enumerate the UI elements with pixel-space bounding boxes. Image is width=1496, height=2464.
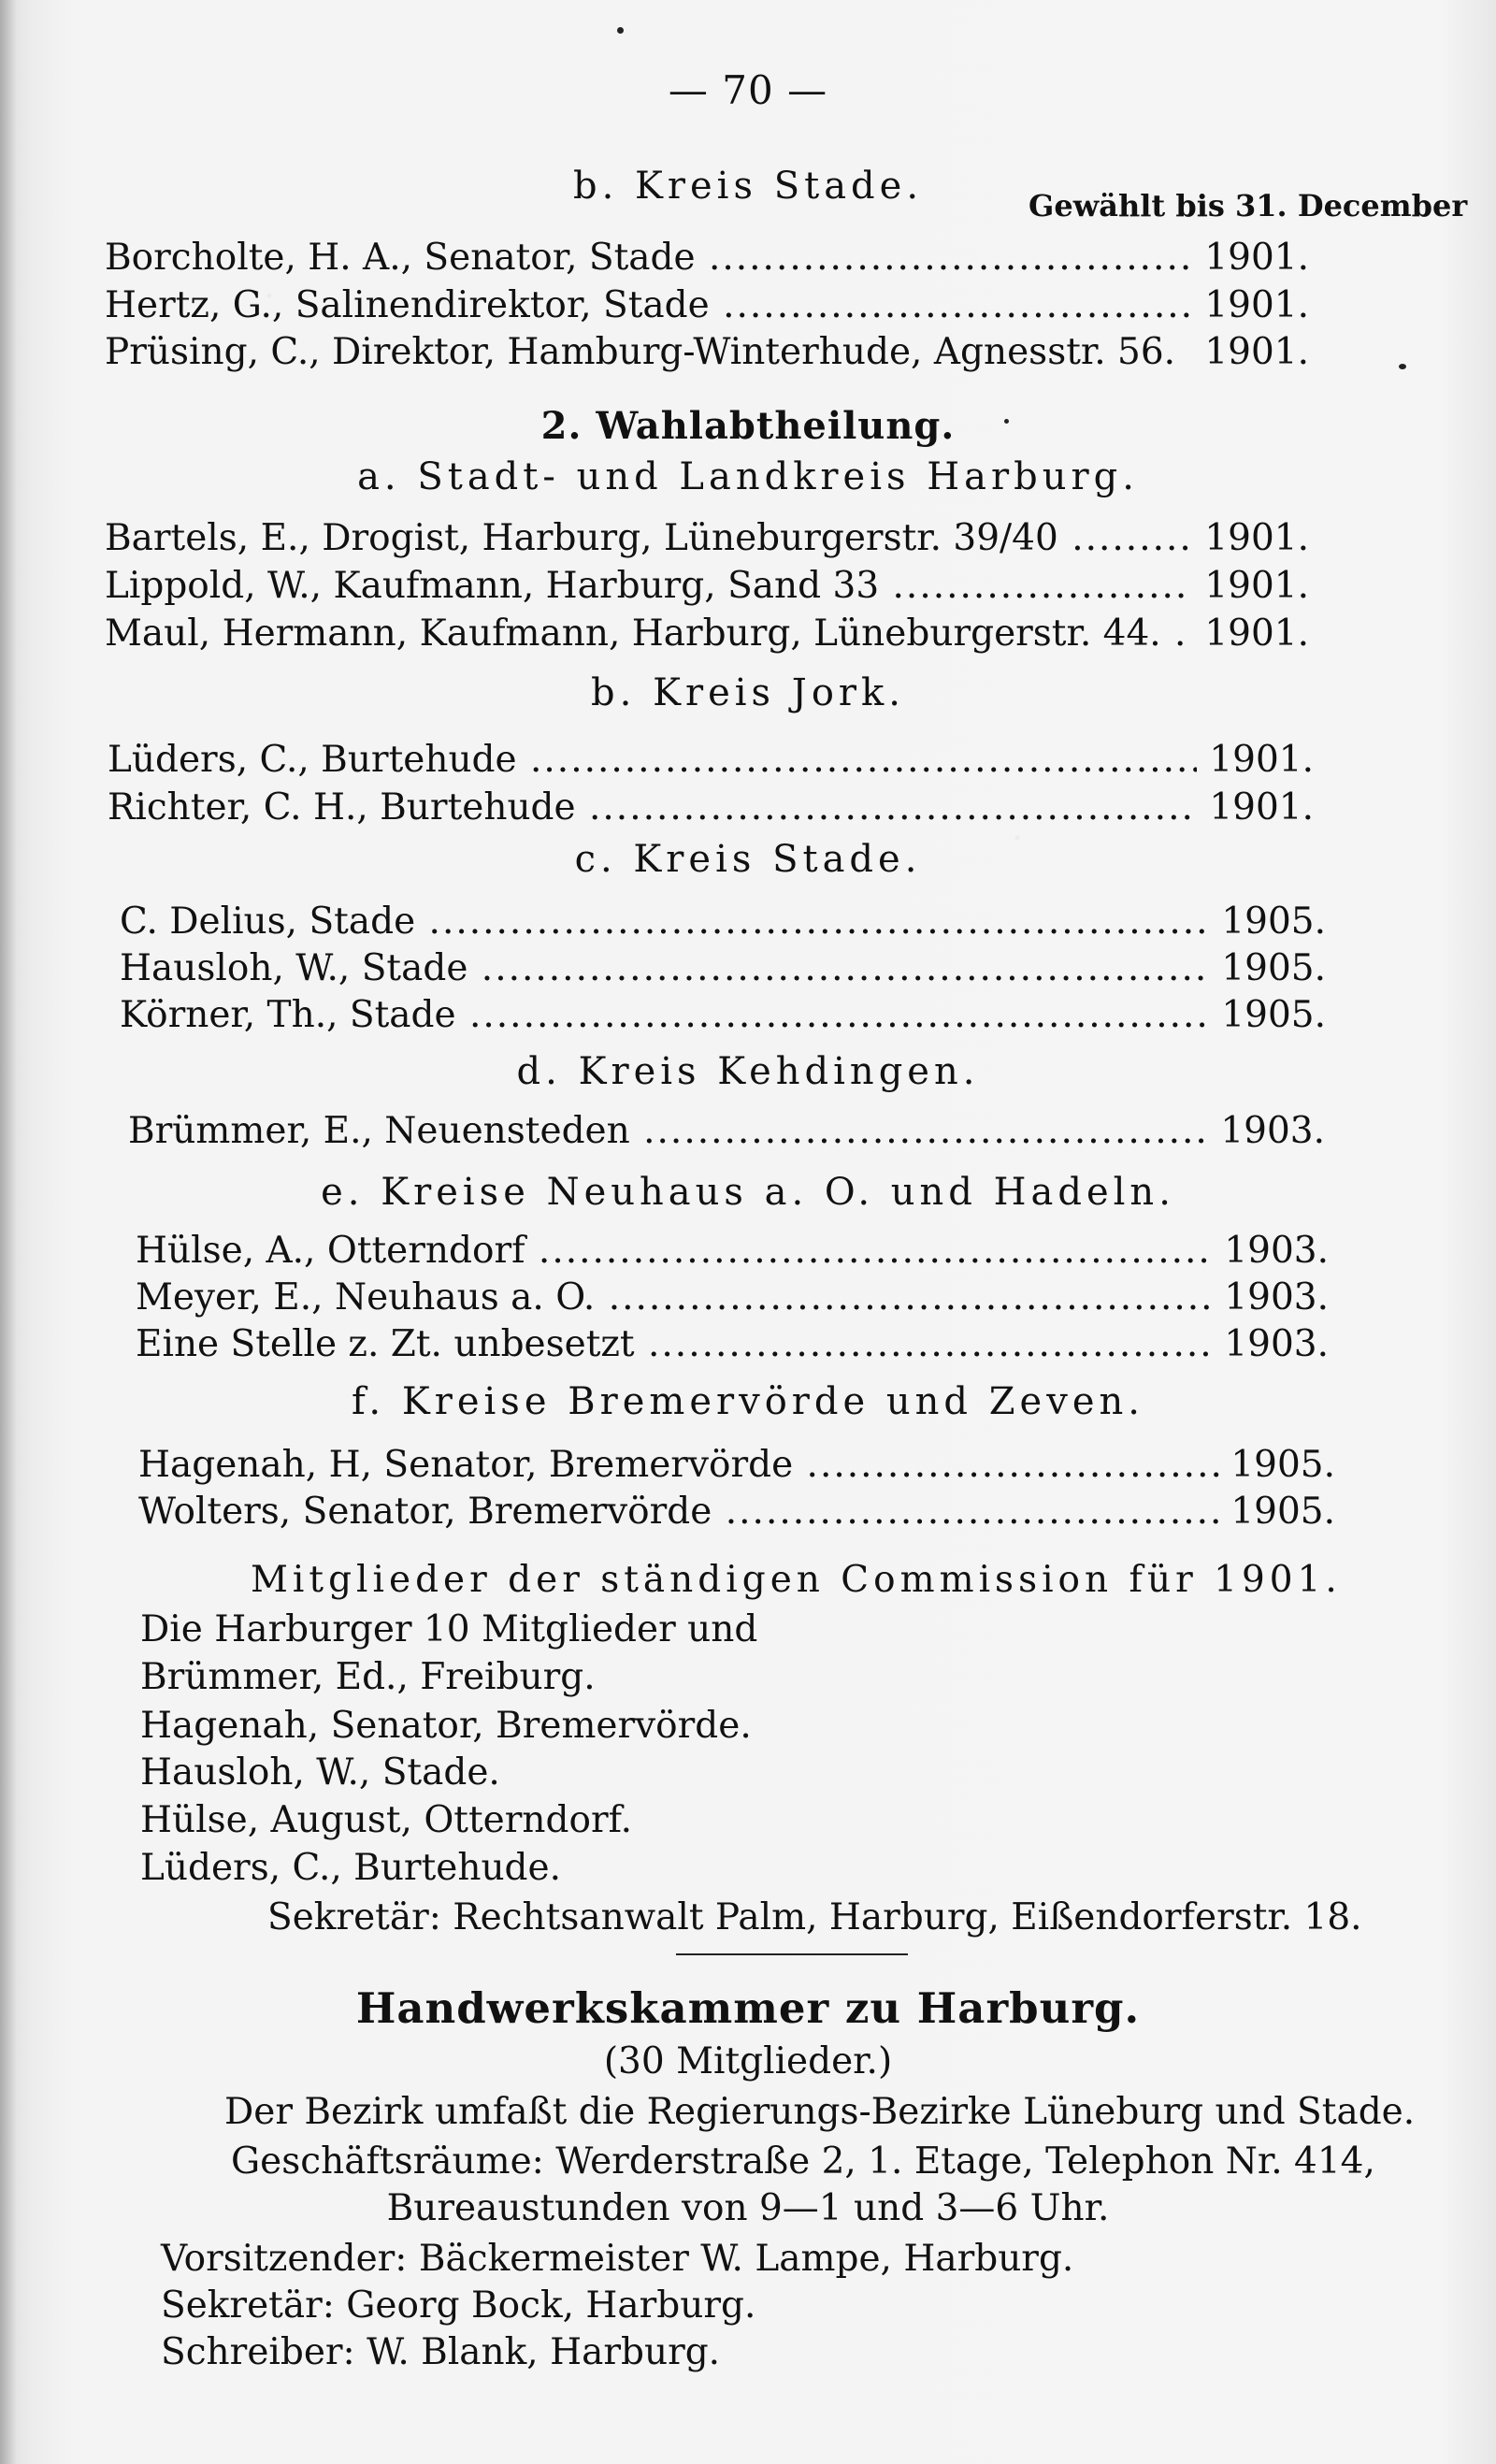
section-separator [676, 1953, 908, 1955]
entry-row [138, 1442, 1335, 1489]
handwerkskammer-district: Der Bezirk umfaßt die Regierungs-Bezirke Lüneburg und Stade. [224, 2091, 1416, 2133]
entry-year: 1905. [1221, 901, 1326, 943]
entry-year: 1901. [1209, 739, 1314, 781]
entry-name: Richter, C. H., Burtehude ..... [108, 785, 1197, 831]
handwerkskammer-official: Schreiber: W. Blank, Harburg. [161, 2331, 721, 2373]
commission-member-line: Hagenah, Senator, Bremervörde. [140, 1705, 752, 1747]
section-title-bremervoerde-zeven: f. Kreise Bremervörde und Zeven. [352, 1380, 1144, 1423]
entry-year: 1901. [1204, 331, 1309, 373]
entry-name: Meyer, E., Neuhaus a. O. ..... [136, 1275, 1214, 1321]
commission-member-line: Die Harburger 10 Mitglieder und [140, 1608, 758, 1650]
entry-name: Hausloh, W., Stade ..... [120, 945, 1206, 992]
entry-name: Körner, Th., Stade ..... [120, 992, 1206, 1039]
section-title-wahlabtheilung: 2. Wahlabtheilung. [540, 404, 956, 448]
handwerkskammer-members: (30 Mitglieder.) [603, 2040, 893, 2082]
section-title-kreis-stade-b: b. Kreis Stade. [572, 165, 924, 208]
entry-year: 1901. [1204, 237, 1309, 279]
entry-name: Brümmer, E., Neuensteden ..... [128, 1108, 1211, 1155]
handwerkskammer-official: Sekretär: Georg Bock, Harburg. [161, 2284, 756, 2327]
entry-year: 1905. [1221, 994, 1326, 1036]
entry-name: Hertz, G., Salinendirektor, Stade ..... [105, 282, 1191, 329]
entry-year: 1901. [1209, 786, 1314, 829]
entry-year: 1903. [1220, 1110, 1325, 1152]
section-title-kehdingen: d. Kreis Kehdingen. [516, 1050, 980, 1093]
commission-member-line: Lüders, C., Burtehude. [140, 1847, 562, 1889]
entry-year: 1905. [1230, 1444, 1335, 1486]
entry-row [105, 611, 1309, 657]
entry-year: 1901. [1204, 284, 1309, 326]
scan-speck [617, 27, 624, 34]
entry-name: Borcholte, H. A., Senator, Stade ..... [105, 235, 1191, 281]
entry-row [136, 1321, 1332, 1368]
entry-row [136, 1228, 1332, 1275]
entry-year: 1903. [1224, 1276, 1329, 1318]
entry-name: C. Delius, Stade ..... [120, 899, 1206, 945]
entry-row [105, 563, 1309, 610]
entry-year: 1901. [1204, 565, 1309, 607]
entry-name: Wolters, Senator, Bremervörde ..... [138, 1489, 1221, 1535]
entry-row [138, 1489, 1335, 1535]
commission-secretary: Sekretär: Rechtsanwalt Palm, Harburg, Eißendorferstr. 18. [267, 1896, 1362, 1938]
entry-row [120, 945, 1326, 992]
entry-name: Hagenah, H, Senator, Bremervörde ..... [138, 1442, 1221, 1489]
section-title-kreis-jork: b. Kreis Jork. [591, 671, 905, 714]
entry-row [105, 515, 1309, 562]
section-title-harburg: a. Stadt- und Landkreis Harburg. [357, 455, 1139, 498]
section-title-kreis-stade-c: c. Kreis Stade. [574, 838, 922, 881]
entry-row [120, 992, 1326, 1039]
entry-row [105, 329, 1309, 376]
entry-year: 1901. [1204, 517, 1309, 559]
entry-row [136, 1275, 1332, 1321]
entry-row [105, 282, 1309, 329]
entry-row [120, 899, 1326, 945]
entry-name: Maul, Hermann, Kaufmann, Harburg, Lüneburgerstr. 44. ..... [105, 611, 1191, 657]
election-column-note: Gewählt bis 31. December [1028, 188, 1468, 223]
page-edge-shadow [0, 0, 17, 2464]
entry-year: 1901. [1204, 612, 1309, 655]
entry-name: Hülse, A., Otterndorf ..... [136, 1228, 1214, 1275]
handwerkskammer-official: Vorsitzender: Bäckermeister W. Lampe, Harburg. [161, 2238, 1074, 2280]
commission-member-line: Brümmer, Ed., Freiburg. [140, 1656, 596, 1698]
entry-year: 1903. [1224, 1230, 1329, 1272]
entry-row [108, 737, 1314, 784]
entry-name: Lüders, C., Burtehude ..... [108, 737, 1197, 784]
page-number: — 70 — [668, 67, 828, 113]
handwerkskammer-title: Handwerkskammer zu Harburg. [355, 1983, 1141, 2033]
scan-speck [1399, 364, 1406, 369]
entry-year: 1905. [1230, 1491, 1335, 1533]
handwerkskammer-hours: Bureaustunden von 9—1 und 3—6 Uhr. [386, 2187, 1110, 2229]
section-title-neuhaus-hadeln: e. Kreise Neuhaus a. O. und Hadeln. [321, 1171, 1175, 1214]
entry-name: Lippold, W., Kaufmann, Harburg, Sand 33 ..... [105, 563, 1191, 610]
commission-title: Mitglieder der ständigen Commission für 1901. [251, 1559, 1342, 1601]
entry-year: 1903. [1224, 1323, 1329, 1365]
entry-name: Eine Stelle z. Zt. unbesetzt ..... [136, 1321, 1214, 1368]
commission-member-line: Hülse, August, Otterndorf. [140, 1799, 633, 1841]
handwerkskammer-office: Geschäftsräume: Werderstraße 2, 1. Etage, Telephon Nr. 414, [231, 2140, 1375, 2183]
entry-year: 1905. [1221, 947, 1326, 989]
entry-row [105, 235, 1309, 281]
entry-name: Prüsing, C., Direktor, Hamburg-Winterhude, Agnesstr. 56. [105, 331, 1176, 373]
entry-row [108, 785, 1314, 831]
entry-row [128, 1108, 1328, 1155]
commission-member-line: Hausloh, W., Stade. [140, 1751, 500, 1794]
entry-name: Bartels, E., Drogist, Harburg, Lüneburgerstr. 39/40 ..... [105, 515, 1191, 562]
